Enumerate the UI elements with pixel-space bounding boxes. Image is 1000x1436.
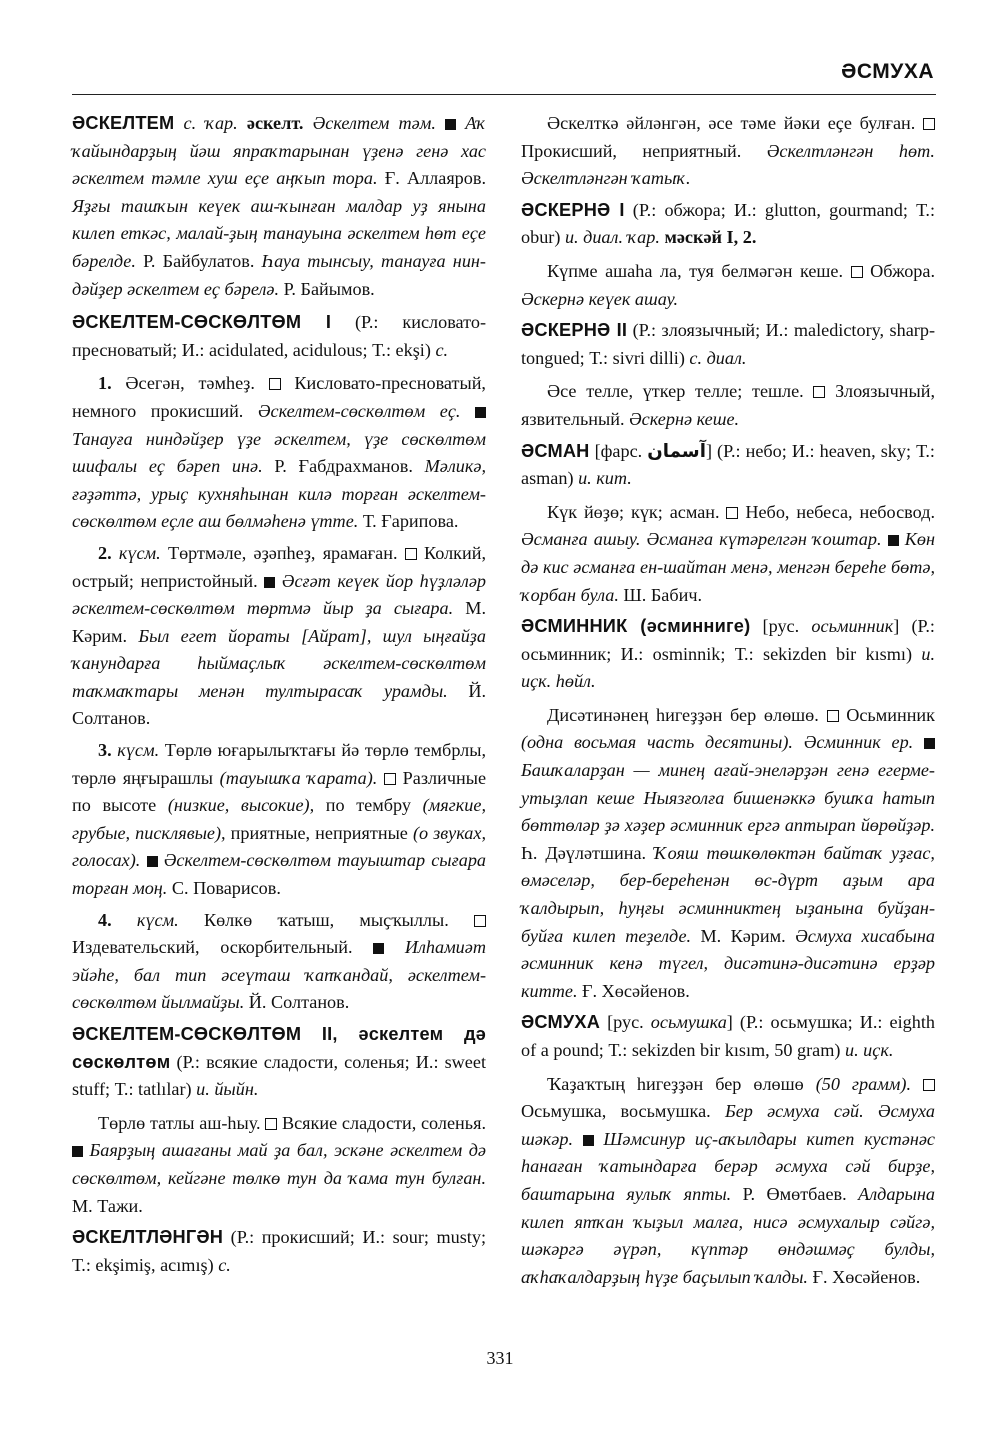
headword: ӘСКЕРНӘ II bbox=[521, 320, 628, 341]
headword: ӘСМАН bbox=[521, 440, 590, 461]
page-header bbox=[72, 58, 936, 95]
citation-marker-icon bbox=[475, 407, 486, 418]
translation-marker-icon bbox=[851, 266, 863, 278]
translation-marker-icon bbox=[384, 773, 396, 785]
sense-4: 4. күсм. Көлкө ҡатыш, мыҫҡыллы. Издевательский, оскорбительный. Илһамиәт эйәһе, бал тип әсеүташ ҡапҡандай, әскелтем-сөскөлтөм йылмайҙы. Й. Солтанов. bbox=[72, 909, 486, 1013]
sense-main: Ҡаҙаҡтың һигеҙҙән бер өлөшө (50 грамм). Осьмушка, восьмушка. Бер әсмуха сәй. Әсмуха шәкәр. Шәмсинур иҫ-аҡылдары китеп кустәнәс һанаған ҡатындарға берәр әсмуха сәй бирҙе, баштарына яулыҡ япты. Р. Өмөтбаев. Алдарына килеп ятҡан ҡыҙыл малға, нисә әсмухалыр сәйгә, шәкәргә әүрәп, күптәр өндәшмәҫ булды, аҡһаҡалдарҙың һүҙе баҫылып ҡалды. Ғ. Хөсәйенов. bbox=[521, 1073, 935, 1287]
citation-marker-icon bbox=[924, 738, 935, 749]
translation-marker-icon bbox=[827, 710, 839, 722]
sense-1: 1. Әсегән, тәмһеҙ. Кисловато-пресноватый, немного прокисший. Әскелтем-сөскөлтөм еҫ. Танауға ниндәйҙер үҙе әскелтем, үҙе сөскөлтөм шифалы еҫ бәреп инә. Р. Ғабдрахманов. Мәликә, ғәҙәттә, урыҫ кухняһынан килә торған әскелтем-сөскөлтөм еҫле аш бөлмәһенә үтте. Т. Ғарипова. bbox=[72, 373, 486, 532]
entry-asman: ӘСМАН [фарс. آسمان] (Р.: небо; И.: heaven, sky; Т.: asman) и. кит. bbox=[521, 440, 935, 489]
sense-main: Әсе телле, үткер телле; тешле. Злоязычный, язвительный. Әскернә кеше. bbox=[521, 381, 935, 429]
entry-askeltem-soskoltom-1: ӘСКЕЛТЕМ-СӨСКӨЛТӨМ I (Р.: кисловато-пресноватый; И.: acidulated, acidulous; Т.: ekşi) с. bbox=[72, 312, 486, 360]
translation-marker-icon bbox=[269, 378, 281, 390]
citation-marker-icon bbox=[445, 119, 456, 130]
headword: ӘСКЕЛТЕМ bbox=[72, 113, 175, 133]
entry-asminnik: ӘСМИННИК (әсминниге) [рус. осьминник] (Р.: осьминник; И.: osminnik; Т.: sekizden bir kısmı) и. иҫк. һөйл. bbox=[521, 616, 935, 692]
entry-asmukha: ӘСМУХА [рус. осьмушка] (Р.: осьмушка; И.: eighth of a pound; Т.: sekizden bir kısım, 50 gram) и. иҫк. bbox=[521, 1012, 935, 1060]
entry-askerna-1: ӘСКЕРНӘ I (Р.: обжора; И.: glutton, gourmand; Т.: obur) и. диал. ҡар. мәскәй I, 2. bbox=[521, 199, 935, 248]
translation-marker-icon bbox=[923, 118, 935, 130]
right-column bbox=[521, 110, 935, 1295]
arabic-etymon: آسمان bbox=[647, 440, 706, 462]
entry-askeltem: ӘСКЕЛТЕМ с. ҡар. әскелт. Әскелтем тәм. Аҡ ҡайындарҙың йәш япраҡтарынан үҙенә генә хас әскелтем тәмле хуш еҫе аңҡып тора. Ғ. Аллаяров. Яҙғы ташҡын кеүек аш-ҡынған малдар уҙ янына килеп еткәс, малай-ҙың танауына әскелтем һөт еҫе бәрелде. Р. Байбулатов. Һауа тынсыу, танауға нин-дәйҙер әскелтем еҫ бәрелә. Р. Байымов. bbox=[72, 113, 487, 299]
citation-marker-icon bbox=[583, 1135, 594, 1146]
citation-marker-icon bbox=[264, 577, 275, 588]
sense-main: Күк йөҙө; күк; асман. Небо, небеса, небосвод. Әсманға ашыу. Әсманға күтәрелгән ҡоштар. Көн дә кис әсманға ен-шайтан менә, менгән береһе бөтә, ҡорбан була. Ш. Бабич. bbox=[521, 501, 935, 605]
headword: ӘСКЕЛТЛӘНГӘН bbox=[72, 1227, 224, 1248]
sense-main: Әскелткә әйләнгән, әсе тәме йәки еҫе булған. Прокисший, неприятный. Әскелтләнгән һөт. Әскелтләнгән ҡатыҡ. bbox=[521, 113, 935, 189]
sense-main: Күпме ашаһа ла, туя белмәгән кеше. Обжора. Әскернә кеүек ашау. bbox=[521, 260, 936, 309]
headword: ӘСМИННИК bbox=[521, 616, 628, 637]
entry-askerna-2: ӘСКЕРНӘ II (Р.: злоязычный; И.: maledictory, sharp-tongued; Т.: sivri dilli) с. диал. bbox=[521, 320, 936, 368]
citation-marker-icon bbox=[888, 535, 899, 546]
translation-marker-icon bbox=[405, 548, 417, 560]
headword: ӘСКЕЛТЕМ-СӨСКӨЛТӨМ I bbox=[72, 312, 332, 333]
running-head: ӘСМУХА bbox=[841, 60, 934, 83]
citation-marker-icon bbox=[72, 1146, 83, 1157]
headword: ӘСКЕЛТЕМ-СӨСКӨЛТӨМ II, bbox=[72, 1024, 338, 1044]
entry-askeltlangan: ӘСКЕЛТЛӘНГӘН (Р.: прокисший; И.: sour; musty; Т.: ekşimiş, acımış) с. bbox=[72, 1227, 486, 1275]
translation-marker-icon bbox=[474, 915, 486, 927]
sense-main: Дисәтинәнең һигеҙҙән бер өлөшө. Осьминник (одна восьмая часть десятины). Әсминник ер. Башҡаларҙан — минең ағай-энеләрҙән генә егерме-утыҙлап кеше Ныязғолға бишенәккә бушҡа һатып бөттөләр ҙә хәҙер әсминник ергә аптырап йөрөйҙәр. Һ. Дәүләтшина. Ҡояш төшкөлөктән байтаҡ уҙғас, өмәселәр, бер-береһенән өс-дүрт аҙым ара ҡалдырып, һуңғы әсминниктең ыҙанына буйҙан-буйға килеп теҙелде. М. Кәрим. Әсмуха хисабына әсминник кенә түгел, дисәтинә-дисәтинә ерҙәр китте. Ғ. Хөсәйенов. bbox=[521, 704, 935, 1001]
translation-marker-icon bbox=[726, 507, 738, 519]
headword: ӘСМУХА bbox=[521, 1012, 601, 1033]
sense-main: Төрлө татлы аш-һыу. Всякие сладости, соленья. Баярҙың ашағаны май ҙа бал, эскәне әскелтем дә сөскөлтөм, кейгәне төлкө тун да ҡама тун булған. М. Тажи. bbox=[72, 1112, 486, 1216]
entry-askeltem-soskoltom-2: ӘСКЕЛТЕМ-СӨСКӨЛТӨМ II, әскелтем дә сөскөлтөм (Р.: всякие сладости, соленья; И.: sweet stuff; Т.: tatlılar) и. йыйн. bbox=[72, 1024, 486, 1100]
translation-marker-icon bbox=[813, 386, 825, 398]
headword: ӘСКЕРНӘ I bbox=[521, 199, 625, 220]
citation-marker-icon bbox=[147, 856, 158, 867]
left-column bbox=[72, 110, 486, 1285]
translation-marker-icon bbox=[265, 1118, 277, 1130]
sense-2: 2. күсм. Төртмәле, әҙәпһеҙ, ярамаған. Колкий, острый; непристойный. Әсғәт кеүек йор һүҙләләр әскелтем-сөскөлтөм төртмә йыр ҙа сығара. М. Кәрим. Был егет йораты [Айрат], шул ыңғайҙа ҡанундарға һыймаҫлыҡ әскелтем-сөскөлтөм таҡмаҡтары менән тултырасаҡ урамды. Й. Солтанов. bbox=[72, 542, 486, 729]
page-number: 331 bbox=[486, 1348, 514, 1368]
sense-3: 3. күсм. Төрлө юғарылыҡтағы йә төрлө тембрлы, төрлө яңғырашлы (тауышҡа ҡарата). Различные по высоте (низкие, высокие), по тембру (мягкие, грубые, писклявые), приятные, неприятные (о звуках, голосах). Әскелтем-сөскөлтөм тауыштар сығара торған моң. С. Поварисов. bbox=[72, 740, 487, 899]
citation-marker-icon bbox=[373, 943, 384, 954]
translation-marker-icon bbox=[923, 1079, 935, 1091]
